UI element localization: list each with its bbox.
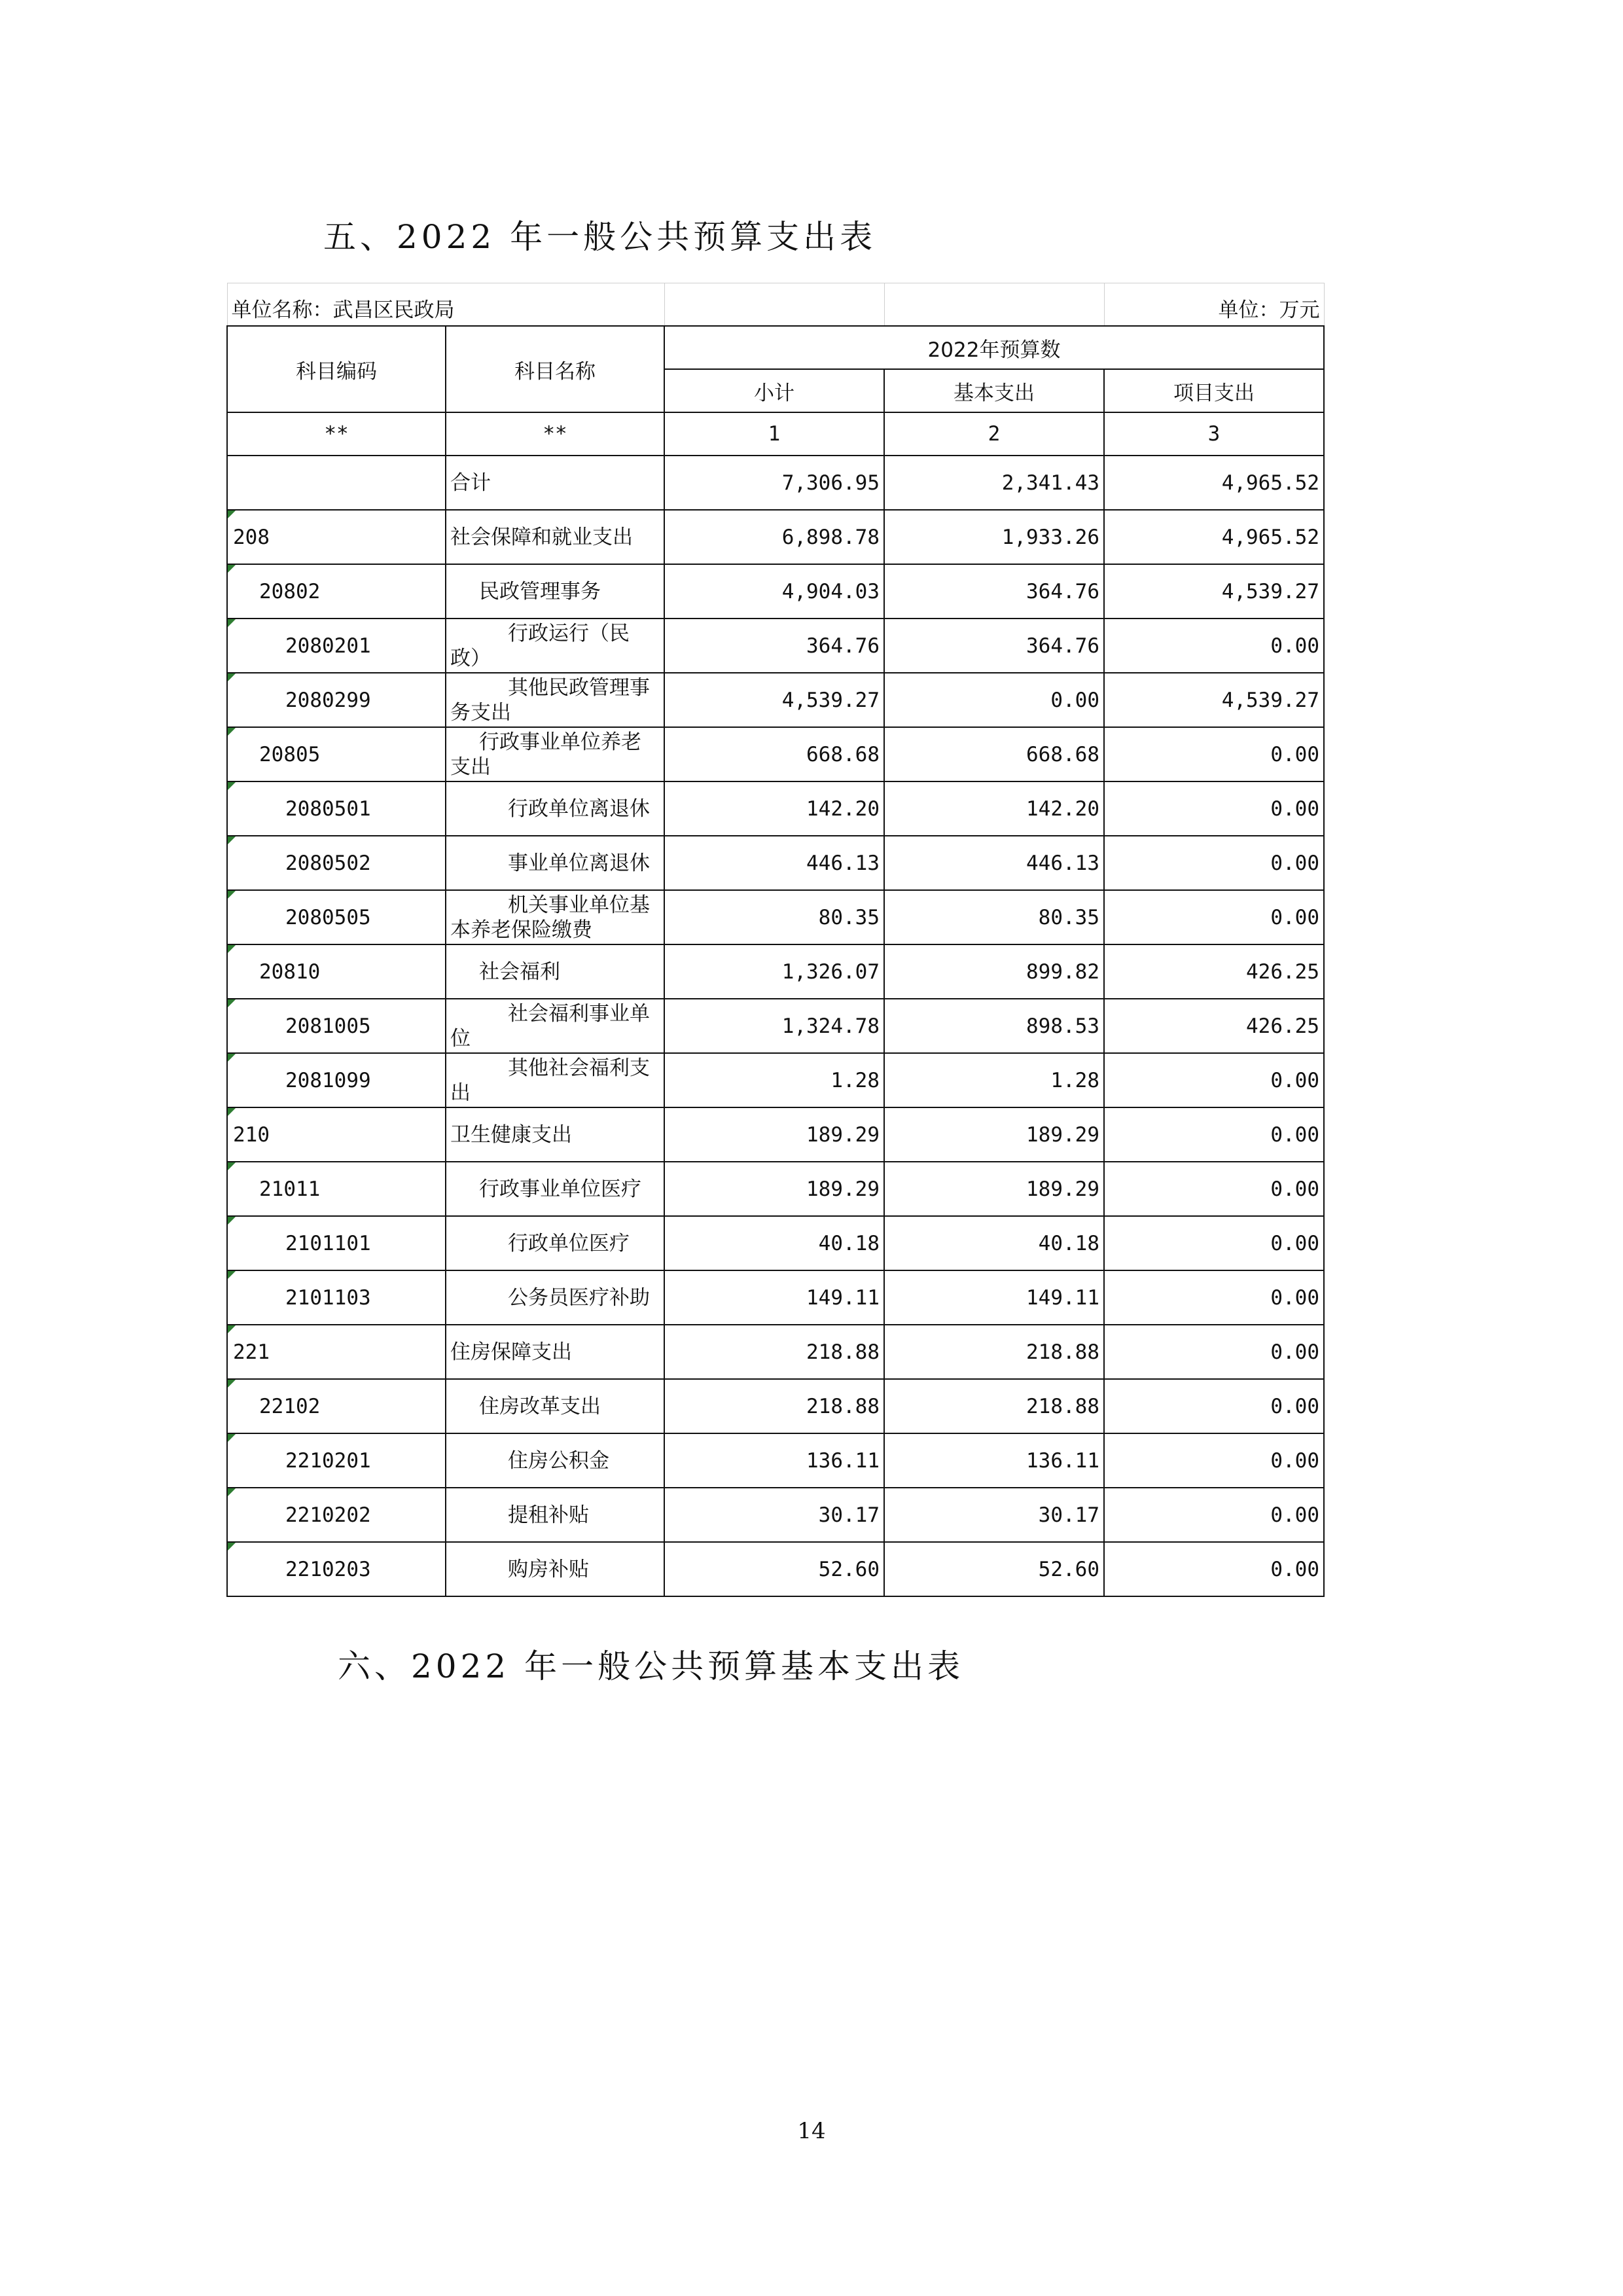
row-project: [1104, 1379, 1324, 1433]
cell-corner-marker: [228, 1054, 236, 1062]
page-heading-table-5: 五、2022 年一般公共预算支出表: [323, 218, 877, 256]
row-code-text: 2080505: [285, 905, 371, 929]
row-subtotal-text: 1.28: [830, 1068, 880, 1092]
row-subtotal: [664, 1270, 884, 1325]
row-name-text: 行政运行（民政）: [450, 621, 630, 670]
row-subtotal: [664, 1107, 884, 1162]
row-basic: [884, 727, 1104, 781]
row-subtotal: [664, 1542, 884, 1596]
total-subtotal: 7,306.95: [664, 456, 884, 510]
row-subtotal-text: 142.20: [806, 797, 880, 821]
row-name-text: 事业单位离退休: [508, 851, 650, 875]
row-name: [446, 999, 664, 1053]
row-basic-text: 80.35: [1038, 905, 1099, 929]
row-basic: [884, 1270, 1104, 1325]
row-name-text: 住房保障支出: [450, 1340, 572, 1364]
row-name: [446, 1433, 664, 1488]
index-cell: **: [446, 412, 664, 456]
row-subtotal: [664, 1433, 884, 1488]
row-project-text: 0.00: [1270, 742, 1319, 766]
row-code-text: 2210201: [285, 1448, 371, 1473]
table-row: [227, 890, 1324, 944]
row-name-text: 行政事业单位医疗: [479, 1177, 641, 1201]
row-subtotal-text: 189.29: [806, 1122, 880, 1147]
row-name: [446, 1488, 664, 1542]
row-code-text: 2080201: [285, 634, 371, 658]
cell-corner-marker: [228, 511, 236, 518]
row-basic-text: 898.53: [1026, 1014, 1099, 1038]
row-code: [227, 1325, 446, 1379]
table-row: [227, 1053, 1324, 1107]
cell-corner-marker: [228, 1217, 236, 1225]
row-project-text: 0.00: [1270, 1122, 1319, 1147]
row-subtotal: [664, 781, 884, 836]
meta-empty-cell: [664, 283, 884, 327]
row-project: [1104, 1107, 1324, 1162]
row-name-text: 提租补贴: [508, 1503, 589, 1527]
row-subtotal-text: 218.88: [806, 1394, 880, 1418]
row-project-text: 4,965.52: [1221, 525, 1319, 549]
cell-corner-marker: [228, 891, 236, 899]
header-subtotal: 小计: [664, 369, 884, 412]
row-name-text: 行政单位离退休: [508, 797, 650, 821]
row-code: [227, 1162, 446, 1216]
row-project-text: 0.00: [1270, 1394, 1319, 1418]
row-name: [446, 836, 664, 890]
row-basic: [884, 619, 1104, 673]
row-code: [227, 564, 446, 619]
row-project-text: 0.00: [1270, 797, 1319, 821]
row-subtotal: [664, 564, 884, 619]
row-basic: [884, 564, 1104, 619]
cell-corner-marker: [228, 565, 236, 573]
index-cell: 2: [884, 412, 1104, 456]
row-subtotal-text: 136.11: [806, 1448, 880, 1473]
row-subtotal-text: 80.35: [818, 905, 880, 929]
row-name-text: 行政单位医疗: [508, 1231, 630, 1255]
row-name: [446, 727, 664, 781]
row-name: [446, 1379, 664, 1433]
row-project: [1104, 999, 1324, 1053]
row-subtotal: [664, 1053, 884, 1107]
row-subtotal: [664, 1216, 884, 1270]
row-code: [227, 1053, 446, 1107]
row-name-text: 社会保障和就业支出: [450, 525, 633, 549]
table-row: [227, 1433, 1324, 1488]
row-subtotal-text: 668.68: [806, 742, 880, 766]
index-cell: 1: [664, 412, 884, 456]
row-name-text: 民政管理事务: [479, 579, 601, 603]
row-basic-text: 0.00: [1050, 688, 1099, 712]
row-basic: [884, 1325, 1104, 1379]
row-name: [446, 944, 664, 999]
row-code: [227, 890, 446, 944]
row-subtotal: [664, 1379, 884, 1433]
row-name: [446, 1107, 664, 1162]
row-project: [1104, 510, 1324, 564]
row-project: [1104, 673, 1324, 727]
row-project: [1104, 1270, 1324, 1325]
row-name-text: 行政事业单位养老支出: [450, 730, 641, 779]
row-code-text: 21011: [259, 1177, 321, 1201]
row-name: [446, 619, 664, 673]
row-code-text: 2081005: [285, 1014, 371, 1038]
header-name: 科目名称: [446, 326, 664, 412]
row-subtotal-text: 6,898.78: [781, 525, 880, 549]
header-row-1: [227, 326, 1324, 369]
row-code: [227, 1107, 446, 1162]
total-basic: 2,341.43: [884, 456, 1104, 510]
page-number: 14: [797, 2118, 826, 2144]
row-project-text: 0.00: [1270, 1503, 1319, 1527]
row-subtotal-text: 1,326.07: [781, 960, 880, 984]
row-project-text: 0.00: [1270, 1557, 1319, 1581]
row-name: [446, 1270, 664, 1325]
header-budget-group: 2022年预算数: [664, 326, 1324, 369]
row-project-text: 4,539.27: [1221, 688, 1319, 712]
row-code-text: 20810: [259, 960, 321, 984]
cell-corner-marker: [228, 999, 236, 1007]
row-project: [1104, 1488, 1324, 1542]
cell-corner-marker: [228, 782, 236, 790]
cell-corner-marker: [228, 1543, 236, 1551]
total-code-cell: [227, 456, 446, 510]
row-project-text: 4,539.27: [1221, 579, 1319, 603]
table-row: [227, 510, 1324, 564]
row-subtotal: [664, 944, 884, 999]
row-project-text: 0.00: [1270, 1448, 1319, 1473]
row-project-text: 426.25: [1246, 960, 1319, 984]
row-basic-text: 218.88: [1026, 1394, 1099, 1418]
row-project: [1104, 836, 1324, 890]
row-project-text: 0.00: [1270, 1285, 1319, 1310]
row-code: [227, 1488, 446, 1542]
row-basic-text: 899.82: [1026, 960, 1099, 984]
row-basic: [884, 1216, 1104, 1270]
row-name-text: 社会福利: [479, 960, 560, 984]
cell-corner-marker: [228, 1325, 236, 1333]
row-subtotal-text: 218.88: [806, 1340, 880, 1364]
row-code: [227, 727, 446, 781]
row-code: [227, 1433, 446, 1488]
row-subtotal-text: 52.60: [818, 1557, 880, 1581]
row-project-text: 0.00: [1270, 905, 1319, 929]
row-code: [227, 944, 446, 999]
row-project-text: 0.00: [1270, 851, 1319, 875]
row-project-text: 426.25: [1246, 1014, 1319, 1038]
row-project: [1104, 727, 1324, 781]
table-row: [227, 1107, 1324, 1162]
row-code-text: 2081099: [285, 1068, 371, 1092]
row-basic-text: 446.13: [1026, 851, 1099, 875]
row-basic-text: 142.20: [1026, 797, 1099, 821]
row-subtotal-text: 4,539.27: [781, 688, 880, 712]
table-row: [227, 619, 1324, 673]
row-subtotal: [664, 1325, 884, 1379]
row-name: [446, 890, 664, 944]
total-row: [227, 456, 1324, 510]
table-meta-row: [227, 283, 1324, 327]
row-project: [1104, 1162, 1324, 1216]
row-name-text: 其他民政管理事务支出: [450, 675, 650, 725]
row-code-text: 2101101: [285, 1231, 371, 1255]
row-name: [446, 781, 664, 836]
row-name: [446, 1542, 664, 1596]
row-code-text: 2210203: [285, 1557, 371, 1581]
row-code-text: 2080502: [285, 851, 371, 875]
row-name-text: 卫生健康支出: [450, 1122, 572, 1147]
row-code: [227, 673, 446, 727]
row-project: [1104, 1433, 1324, 1488]
row-name-text: 机关事业单位基本养老保险缴费: [450, 893, 650, 942]
row-project-text: 0.00: [1270, 1231, 1319, 1255]
row-code-text: 2101103: [285, 1285, 371, 1310]
table-row: [227, 1325, 1324, 1379]
row-subtotal: [664, 999, 884, 1053]
row-subtotal: [664, 619, 884, 673]
header-basic: 基本支出: [884, 369, 1104, 412]
row-code-text: 221: [233, 1340, 270, 1364]
row-subtotal-text: 446.13: [806, 851, 880, 875]
row-name: [446, 1216, 664, 1270]
table-row: [227, 944, 1324, 999]
row-basic-text: 1.28: [1050, 1068, 1099, 1092]
row-code: [227, 1379, 446, 1433]
meta-empty-cell: [884, 283, 1104, 327]
row-basic-text: 364.76: [1026, 579, 1099, 603]
row-basic-text: 52.60: [1038, 1557, 1099, 1581]
row-code-text: 210: [233, 1122, 270, 1147]
unit-name-label: 单位名称：武昌区民政局: [227, 283, 664, 327]
row-code: [227, 1270, 446, 1325]
cell-corner-marker: [228, 1434, 236, 1442]
row-basic: [884, 1379, 1104, 1433]
row-basic: [884, 1433, 1104, 1488]
total-label: 合计: [446, 456, 664, 510]
row-project: [1104, 564, 1324, 619]
table-row: [227, 1216, 1324, 1270]
cell-corner-marker: [228, 728, 236, 736]
row-project-text: 0.00: [1270, 634, 1319, 658]
row-code: [227, 510, 446, 564]
header-code: 科目编码: [227, 326, 446, 412]
table-row: [227, 836, 1324, 890]
row-project: [1104, 1542, 1324, 1596]
row-project: [1104, 944, 1324, 999]
row-code: [227, 1542, 446, 1596]
table-row: [227, 673, 1324, 727]
cell-corner-marker: [228, 673, 236, 681]
row-name-text: 住房改革支出: [479, 1394, 601, 1418]
row-subtotal-text: 30.17: [818, 1503, 880, 1527]
row-subtotal: [664, 673, 884, 727]
row-basic: [884, 1488, 1104, 1542]
row-project: [1104, 619, 1324, 673]
row-name-text: 公务员医疗补助: [508, 1285, 650, 1310]
row-subtotal: [664, 890, 884, 944]
row-name-text: 住房公积金: [508, 1448, 609, 1473]
row-name: [446, 673, 664, 727]
row-subtotal: [664, 1162, 884, 1216]
cell-corner-marker: [228, 1488, 236, 1496]
row-basic: [884, 1053, 1104, 1107]
row-basic: [884, 510, 1104, 564]
row-code-text: 2080299: [285, 688, 371, 712]
row-code-text: 2210202: [285, 1503, 371, 1527]
row-project: [1104, 781, 1324, 836]
cell-corner-marker: [228, 945, 236, 953]
index-cell: **: [227, 412, 446, 456]
row-name: [446, 1325, 664, 1379]
table-row: [227, 999, 1324, 1053]
row-subtotal: [664, 836, 884, 890]
table-row: [227, 727, 1324, 781]
row-name: [446, 1053, 664, 1107]
row-basic-text: 364.76: [1026, 634, 1099, 658]
cell-corner-marker: [228, 619, 236, 627]
row-subtotal: [664, 1488, 884, 1542]
table-row: [227, 781, 1324, 836]
table-row: [227, 1488, 1324, 1542]
row-name-text: 其他社会福利支出: [450, 1056, 650, 1105]
row-basic-text: 136.11: [1026, 1448, 1099, 1473]
table-row: [227, 1542, 1324, 1596]
table-row: [227, 1379, 1324, 1433]
row-name-text: 社会福利事业单位: [450, 1001, 650, 1050]
row-subtotal: [664, 510, 884, 564]
row-basic: [884, 781, 1104, 836]
table-row: [227, 1162, 1324, 1216]
row-subtotal-text: 40.18: [818, 1231, 880, 1255]
row-basic: [884, 1542, 1104, 1596]
row-basic-text: 1,933.26: [1001, 525, 1099, 549]
row-code-text: 20802: [259, 579, 321, 603]
row-subtotal-text: 1,324.78: [781, 1014, 880, 1038]
row-basic-text: 40.18: [1038, 1231, 1099, 1255]
table-row: [227, 1270, 1324, 1325]
row-code: [227, 619, 446, 673]
row-basic: [884, 1162, 1104, 1216]
cell-corner-marker: [228, 1108, 236, 1116]
index-cell: 3: [1104, 412, 1324, 456]
row-basic: [884, 944, 1104, 999]
header-project: 项目支出: [1104, 369, 1324, 412]
row-code-text: 208: [233, 525, 270, 549]
row-basic-text: 668.68: [1026, 742, 1099, 766]
cell-corner-marker: [228, 1271, 236, 1279]
cell-corner-marker: [228, 1162, 236, 1170]
row-project: [1104, 1053, 1324, 1107]
budget-expenditure-table: [226, 283, 1325, 1597]
row-subtotal-text: 364.76: [806, 634, 880, 658]
row-basic-text: 189.29: [1026, 1177, 1099, 1201]
cell-corner-marker: [228, 836, 236, 844]
row-code: [227, 781, 446, 836]
row-code-text: 22102: [259, 1394, 321, 1418]
row-basic-text: 30.17: [1038, 1503, 1099, 1527]
row-name: [446, 510, 664, 564]
row-basic-text: 189.29: [1026, 1122, 1099, 1147]
row-subtotal-text: 189.29: [806, 1177, 880, 1201]
row-project-text: 0.00: [1270, 1340, 1319, 1364]
row-name-text: 购房补贴: [508, 1557, 589, 1581]
row-code: [227, 836, 446, 890]
row-basic: [884, 999, 1104, 1053]
page-heading-table-6: 六、2022 年一般公共预算基本支出表: [338, 1647, 965, 1685]
row-project-text: 0.00: [1270, 1177, 1319, 1201]
row-code: [227, 1216, 446, 1270]
unit-label: 单位：万元: [1104, 283, 1324, 327]
row-code-text: 2080501: [285, 797, 371, 821]
row-subtotal-text: 4,904.03: [781, 579, 880, 603]
row-code-text: 20805: [259, 742, 321, 766]
row-basic: [884, 836, 1104, 890]
row-basic-text: 218.88: [1026, 1340, 1099, 1364]
table-row: [227, 564, 1324, 619]
row-basic: [884, 673, 1104, 727]
row-name: [446, 1162, 664, 1216]
row-project: [1104, 890, 1324, 944]
row-basic: [884, 890, 1104, 944]
cell-corner-marker: [228, 1380, 236, 1388]
row-basic-text: 149.11: [1026, 1285, 1099, 1310]
index-row: [227, 412, 1324, 456]
row-project: [1104, 1216, 1324, 1270]
row-project: [1104, 1325, 1324, 1379]
total-project: 4,965.52: [1104, 456, 1324, 510]
row-subtotal: [664, 727, 884, 781]
row-project-text: 0.00: [1270, 1068, 1319, 1092]
row-name: [446, 564, 664, 619]
row-code: [227, 999, 446, 1053]
row-subtotal-text: 149.11: [806, 1285, 880, 1310]
row-basic: [884, 1107, 1104, 1162]
